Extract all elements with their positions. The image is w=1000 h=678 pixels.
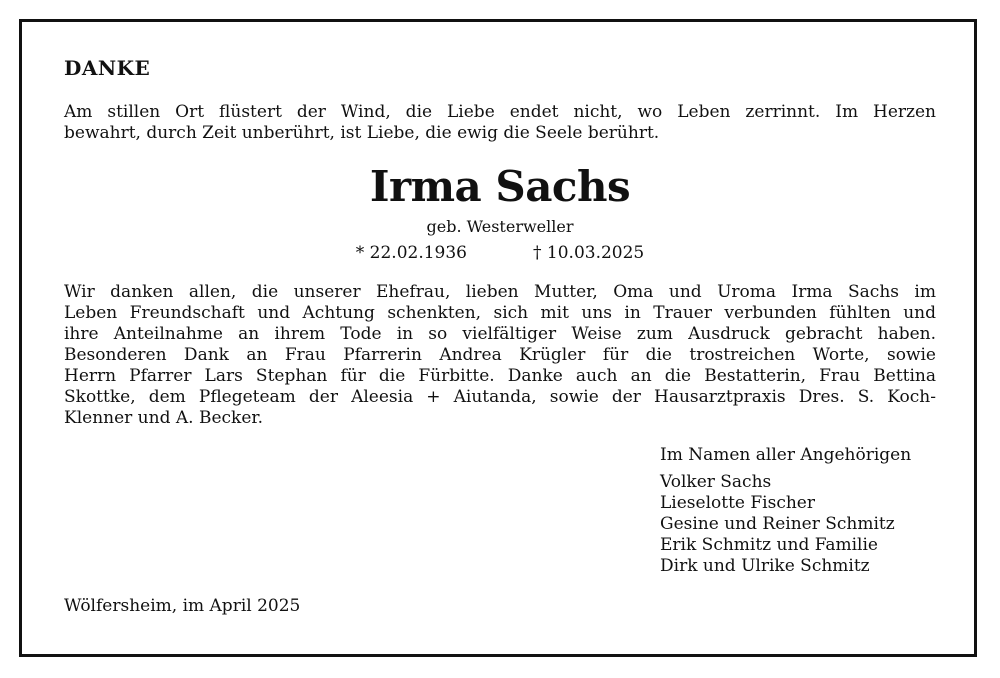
place-date: Wölfersheim, im April 2025 <box>64 596 301 616</box>
intro-poem <box>64 102 936 144</box>
signers-block <box>660 445 911 577</box>
thanks-line: Wir danken allen, die unserer Ehefrau, lieben Mutter, Oma und Uroma Irma Sachs im <box>64 282 936 302</box>
signer-name: Erik Schmitz und Familie <box>660 535 878 555</box>
thanks-line: Klenner und A. Becker. <box>64 408 264 428</box>
thanks-line: Herrn Pfarrer Lars Stephan für die Fürbitte. Danke auch an die Bestatterin, Frau Bettina <box>64 366 936 386</box>
signer-name: Lieselotte Fischer <box>660 493 815 513</box>
death-date: † 10.03.2025 <box>533 243 645 263</box>
thanks-line: Besonderen Dank an Frau Pfarrerin Andrea Krügler für die trostreichen Worte, sowie <box>64 345 936 365</box>
notice-heading: DANKE <box>64 56 151 80</box>
intro-line: bewahrt, durch Zeit unberührt, ist Liebe, die ewig die Seele berührt. <box>64 123 660 143</box>
thanks-line: Skottke, dem Pflegeteam der Aleesia + Aiutanda, sowie der Hausarztpraxis Dres. S. Koch- <box>64 387 936 407</box>
birth-date: * 22.02.1936 <box>355 243 467 263</box>
life-dates <box>64 243 936 263</box>
maiden-name: geb. Westerweller <box>426 217 574 236</box>
thanks-text <box>64 282 936 429</box>
signer-name: Dirk und Ulrike Schmitz <box>660 556 870 576</box>
signer-name: Gesine und Reiner Schmitz <box>660 514 895 534</box>
intro-line: Am stillen Ort flüstert der Wind, die Liebe endet nicht, wo Leben zerrinnt. Im Herzen <box>64 102 936 122</box>
thanks-line: ihre Anteilnahme an ihrem Tode in so vielfältiger Weise zum Ausdruck gebracht haben. <box>64 324 936 344</box>
signer-name: Volker Sachs <box>660 472 772 492</box>
thanks-line: Leben Freundschaft und Achtung schenkten, sich mit uns in Trauer verbunden fühlten und <box>64 303 936 323</box>
signers-intro: Im Namen aller Angehörigen <box>660 445 912 465</box>
deceased-name: Irma Sachs <box>369 162 631 211</box>
